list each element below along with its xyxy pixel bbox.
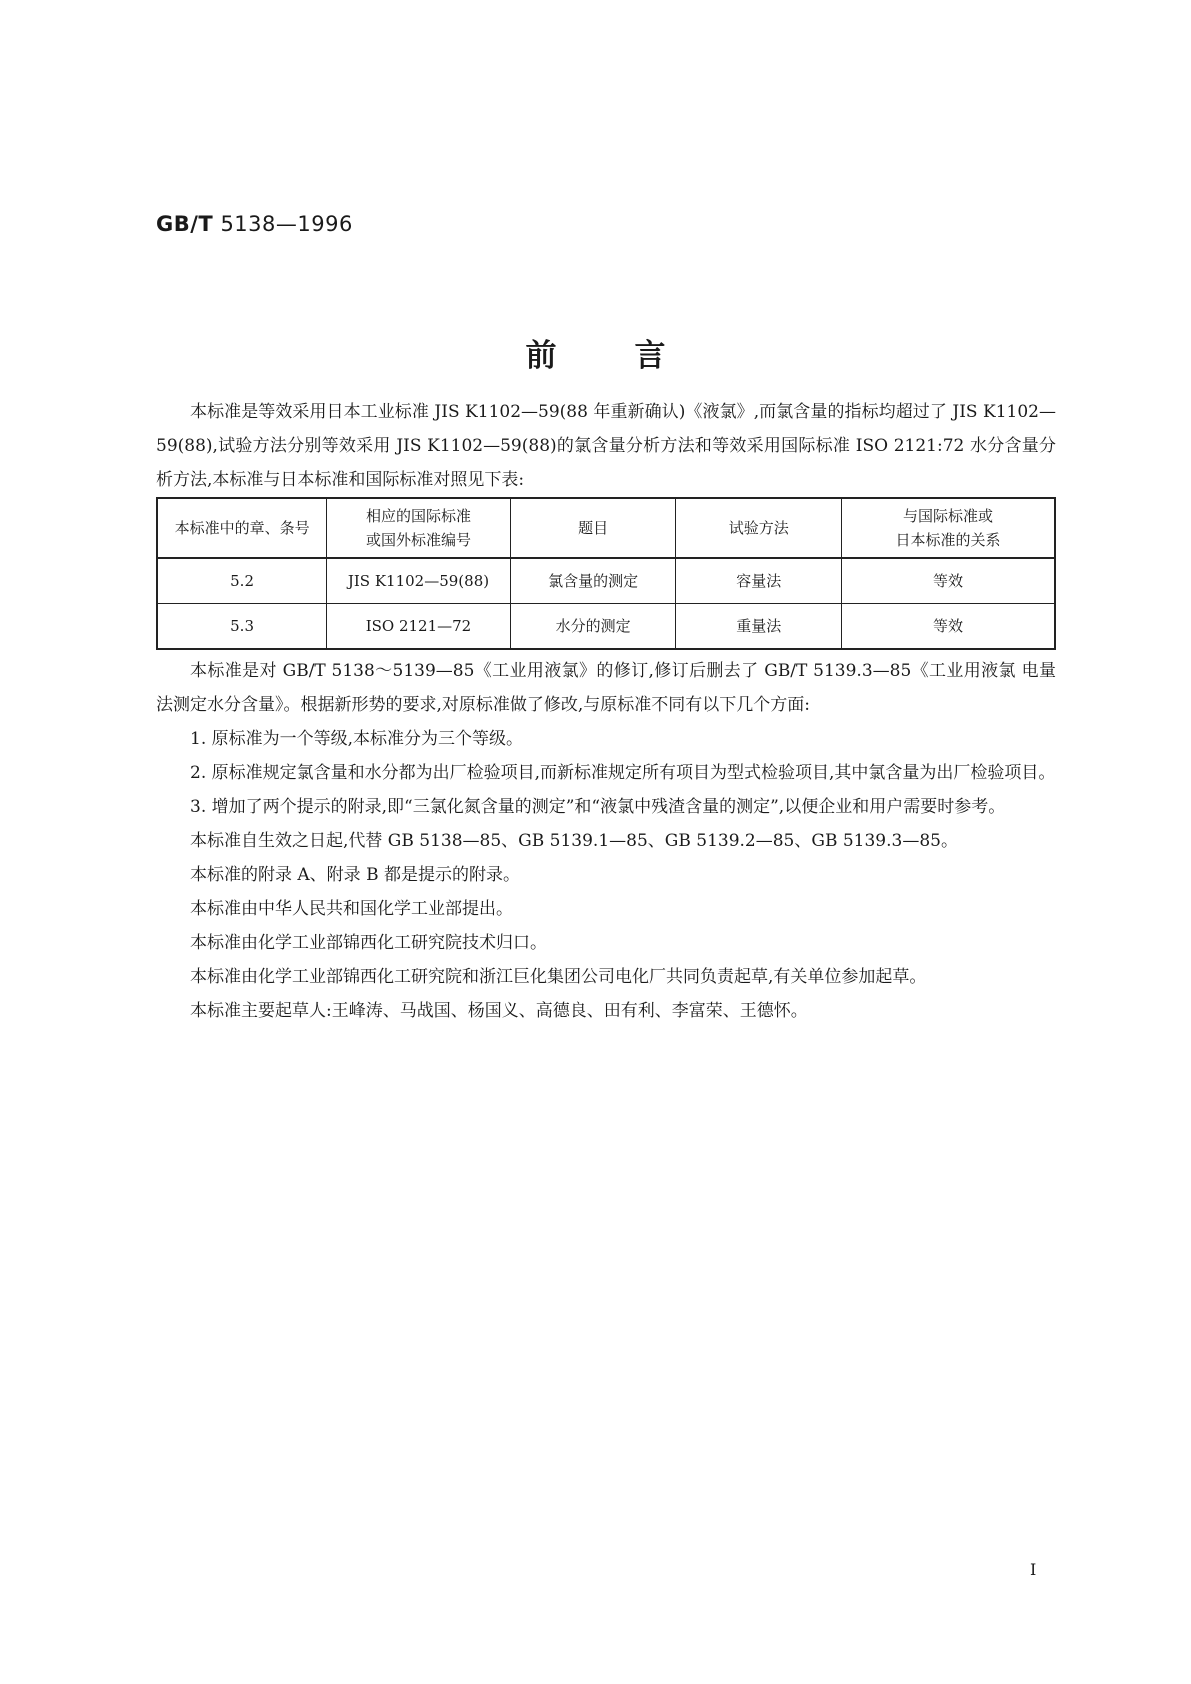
cell-method: 重量法: [676, 604, 842, 650]
table-header-row: [157, 498, 1055, 558]
paragraph-appendix: 本标准的附录 A、附录 B 都是提示的附录。: [190, 865, 520, 885]
header-standard: [327, 498, 511, 558]
paragraph-drafting-units: 本标准由化学工业部锦西化工研究院和浙江巨化集团公司电化厂共同负责起草,有关单位参加起草。: [190, 967, 927, 987]
cell-method: 容量法: [676, 558, 842, 604]
header-relation-line2: 日本标准的关系: [895, 531, 1001, 549]
header-subject: 题目: [510, 498, 676, 558]
table-row: [157, 558, 1055, 604]
header-relation: [842, 498, 1055, 558]
cell-clause: 5.2: [157, 558, 327, 604]
cell-subject: 氯含量的测定: [510, 558, 676, 604]
header-relation-line1: 与国际标准或: [903, 507, 994, 525]
header-clause: 本标准中的章、条号: [157, 498, 327, 558]
document-body: [156, 395, 1056, 1028]
paragraph-item-1: 1. 原标准为一个等级,本标准分为三个等级。: [190, 729, 524, 749]
page-number: I: [1030, 1560, 1037, 1579]
cell-relation: 等效: [842, 558, 1055, 604]
cell-relation: 等效: [842, 604, 1055, 650]
standard-code-number: 5138—1996: [220, 212, 353, 236]
paragraph-drafters: 本标准主要起草人:王峰涛、马战国、杨国义、高德良、田有利、李富荣、王德怀。: [190, 1001, 808, 1021]
table-row: [157, 604, 1055, 650]
paragraph-revision: 本标准是对 GB/T 5138～5139—85《工业用液氯》的修订,修订后删去了 GB/T 5139.3—85《工业用液氯 电量法测定水分含量》。根据新形势的要求,对原标准做了修改,与原标准不同有以下几个方面:: [156, 661, 1056, 715]
paragraph-replaces: 本标准自生效之日起,代替 GB 5138—85、GB 5139.1—85、GB 5139.2—85、GB 5139.3—85。: [190, 831, 958, 851]
standard-code-prefix: GB/T: [156, 212, 214, 236]
paragraph-administrator: 本标准由化学工业部锦西化工研究院技术归口。: [190, 933, 547, 953]
paragraph-item-2: 2. 原标准规定氯含量和水分都为出厂检验项目,而新标准规定所有项目为型式检验项目,其中氯含量为出厂检验项目。: [190, 763, 1056, 783]
cell-subject: 水分的测定: [510, 604, 676, 650]
standard-code: [156, 212, 353, 236]
paragraph-intro: 本标准是等效采用日本工业标准 JIS K1102—59(88 年重新确认)《液氯》,而氯含量的指标均超过了 JIS K1102—59(88),试验方法分别等效采用 JIS K1102—59(88)的氯含量分析方法和等效采用国际标准 ISO 2121:72 水分含量分析方法,本标准与日本标准和国际标准对照见下表:: [156, 402, 1056, 490]
paragraph-proposer: 本标准由中华人民共和国化学工业部提出。: [190, 899, 513, 919]
paragraph-item-3: 3. 增加了两个提示的附录,即“三氯化氮含量的测定”和“液氯中残渣含量的测定”,以便企业和用户需要时参考。: [190, 797, 1006, 817]
header-standard-line1: 相应的国际标准: [365, 507, 471, 525]
header-standard-line2: 或国外标准编号: [365, 531, 471, 549]
comparison-table: [156, 497, 1056, 650]
cell-standard: JIS K1102—59(88): [327, 558, 511, 604]
page-title: 前言: [525, 338, 744, 374]
header-method: 试验方法: [676, 498, 842, 558]
cell-clause: 5.3: [157, 604, 327, 650]
cell-standard: ISO 2121—72: [327, 604, 511, 650]
